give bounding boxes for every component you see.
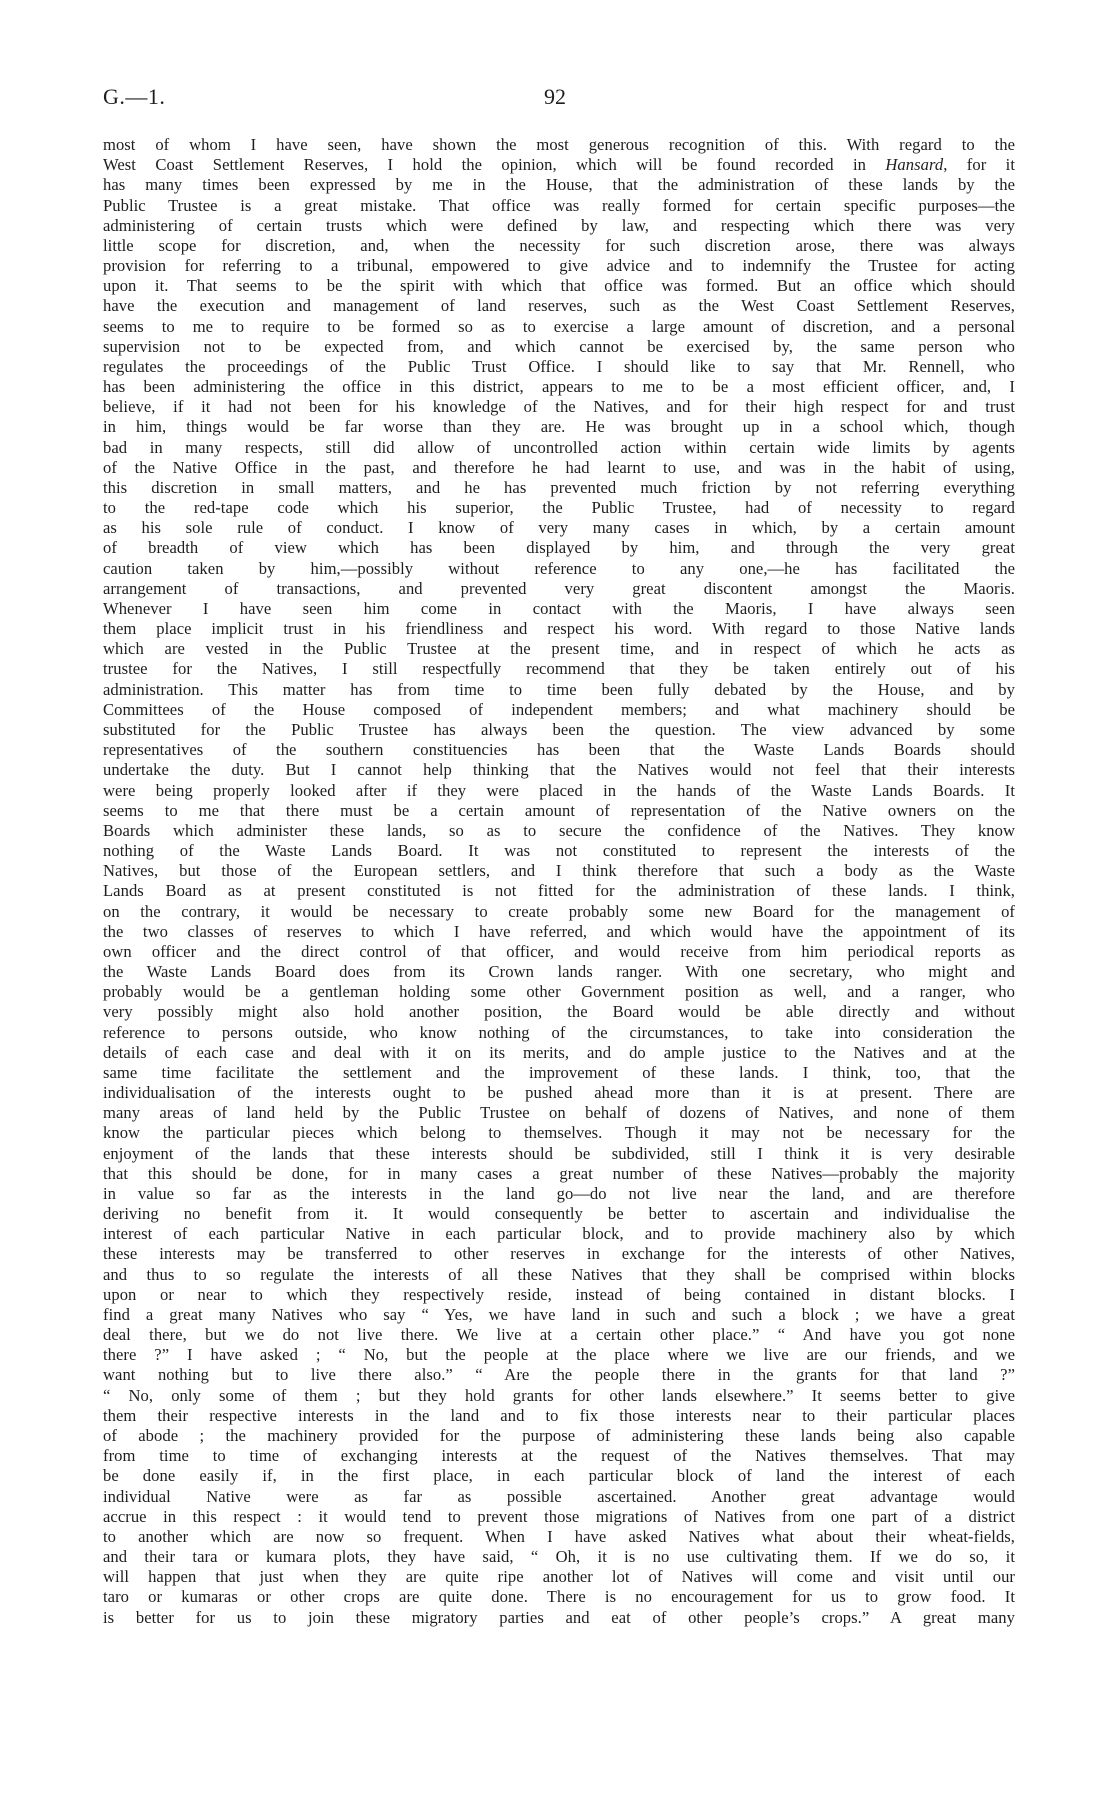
text-line: interest of each particular Native in each particular block, and to provide machinery also by which xyxy=(103,1224,1015,1244)
text-line: deriving no benefit from it. It would consequently be better to ascertain and individualise the xyxy=(103,1204,1015,1224)
text-line: Committees of the House composed of independent members; and what machinery should be xyxy=(103,699,1015,719)
text-line: will happen that just when they are quite ripe another lot of Natives will come and visit until our xyxy=(103,1567,1015,1587)
text-line: were being properly looked after if they were placed in the hands of the Waste Lands Boards. It xyxy=(103,780,1015,800)
text-line: which are vested in the Public Trustee at the present time, and in respect of which he acts as xyxy=(103,639,1015,659)
text-line: reference to persons outside, who know nothing of the circumstances, to take into consideration the xyxy=(103,1022,1015,1042)
text-line: same time facilitate the settlement and the improvement of these lands. I think, too, that the xyxy=(103,1062,1015,1082)
text-line: the Waste Lands Board does from its Crown lands ranger. With one secretary, who might and xyxy=(103,962,1015,982)
text-line: enjoyment of the lands that these interests should be subdivided, still I think it is very desirable xyxy=(103,1143,1015,1163)
text-line: them place implicit trust in his friendliness and respect his word. With regard to those Native lands xyxy=(103,619,1015,639)
text-line: representatives of the southern constituencies has been that the Waste Lands Boards should xyxy=(103,740,1015,760)
text-line: probably would be a gentleman holding some other Government position as well, and a ranger, who xyxy=(103,982,1015,1002)
text-line: regulates the proceedings of the Public Trust Office. I should like to say that Mr. Rennell, who xyxy=(103,356,1015,376)
text-line: taro or kumaras or other crops are quite done. There is no encouragement for us to grow food. It xyxy=(103,1587,1015,1607)
text-line: own officer and the direct control of that officer, and would receive from him periodical reports as xyxy=(103,941,1015,961)
text-line: be done easily if, in the first place, in each particular block of land the interest of each xyxy=(103,1466,1015,1486)
text-line: trustee for the Natives, I still respectfully recommend that they be taken entirely out of his xyxy=(103,659,1015,679)
text-line: in value so far as the interests in the land go—do not live near the land, and are therefore xyxy=(103,1183,1015,1203)
page-header xyxy=(103,84,1015,114)
text-line: of abode ; the machinery provided for the purpose of administering these lands being also capable xyxy=(103,1426,1015,1445)
text-line: the two classes of reserves to which I have referred, and which would have the appointment of its xyxy=(103,921,1015,941)
text-line: most of whom I have seen, have shown the most generous recognition of this. With regard to the xyxy=(103,135,1015,154)
text-line: undertake the duty. But I cannot help thinking that the Natives would not feel that their interests xyxy=(103,760,1015,780)
text-line: upon it. That seems to be the spirit with which that office was formed. But an office which should xyxy=(103,276,1015,296)
text-line: West Coast Settlement Reserves, I hold the opinion, which will be found recorded in Hansard, for it xyxy=(103,155,1015,175)
text-line: to the red-tape code which his superior, the Public Trustee, had of necessity to regard xyxy=(103,498,1015,518)
text-line: is better for us to join these migratory parties and eat of other people’s crops.” A great many xyxy=(103,1607,1015,1627)
italic-word: Hansard xyxy=(885,155,944,175)
text-line: them their respective interests in the land and to fix those interests near to their particular places xyxy=(103,1405,1015,1425)
body-text xyxy=(103,135,1015,1628)
text-line: Whenever I have seen him come in contact with the Maoris, I have always seen xyxy=(103,598,1015,618)
text-line: Public Trustee is a great mistake. That office was really formed for certain specific purposes—the xyxy=(103,195,1015,215)
text-line: bad in many respects, still did allow of uncontrolled action within certain wide limits by agents xyxy=(103,437,1015,457)
text-line: accrue in this respect : it would tend to prevent those migrations of Natives from one part of a district xyxy=(103,1506,1015,1526)
text-line: as his sole rule of conduct. I know of very many cases in which, by a certain amount xyxy=(103,518,1015,538)
document-reference: G.—1. xyxy=(103,84,166,109)
page-number: 92 xyxy=(544,84,566,109)
text-line: seems to me to require to be formed so as to exercise a large amount of discretion, and a personal xyxy=(103,316,1015,336)
text-line: Natives, but those of the European settlers, and I think therefore that such a body as the Waste xyxy=(103,861,1015,881)
text-line: individualisation of the interests ought to be pushed ahead more than it is at present. There are xyxy=(103,1083,1015,1103)
text-line: these interests may be transferred to other reserves in exchange for the interests of other Natives, xyxy=(103,1244,1015,1264)
text-line: details of each case and deal with it on its merits, and do ample justice to the Natives and at the xyxy=(103,1042,1015,1062)
text-line: to another which are now so frequent. When I have asked Natives what about their wheat-fields, xyxy=(103,1526,1015,1546)
text-line: little scope for discretion, and, when the necessity for such discretion arose, there was always xyxy=(103,235,1015,255)
text-line: on the contrary, it would be necessary to create probably some new Board for the management of xyxy=(103,901,1015,921)
text-line: has many times been expressed by me in the House, that the administration of these lands by the xyxy=(103,175,1015,195)
text-line: and thus to so regulate the interests of all these Natives that they shall be comprised within blocks xyxy=(103,1264,1015,1284)
text-line: this discretion in small matters, and he has prevented much friction by not referring everything xyxy=(103,477,1015,497)
text-line: seems to me that there must be a certain amount of representation of the Native owners on the xyxy=(103,800,1015,820)
text-line: nothing of the Waste Lands Board. It was not constituted to represent the interests of the xyxy=(103,841,1015,861)
text-line: “ No, only some of them ; but they hold grants for other lands elsewhere.” It seems better to give xyxy=(103,1385,1015,1405)
text-line: supervision not to be expected from, and which cannot be exercised by, the same person who xyxy=(103,336,1015,356)
text-line: know the particular pieces which belong to themselves. Though it may not be necessary for the xyxy=(103,1123,1015,1143)
text-line: very possibly might also hold another position, the Board would be able directly and without xyxy=(103,1002,1015,1022)
text-line: administering of certain trusts which were defined by law, and respecting which there was very xyxy=(103,215,1015,235)
text-line: many areas of land held by the Public Trustee on behalf of dozens of Natives, and none of them xyxy=(103,1103,1015,1123)
text-line: believe, if it had not been for his knowledge of the Natives, and for their high respect for and trust xyxy=(103,397,1015,417)
text-line: have the execution and management of land reserves, such as the West Coast Settlement Reserves, xyxy=(103,296,1015,316)
text-line: Boards which administer these lands, so as to secure the confidence of the Natives. They know xyxy=(103,820,1015,840)
text-line: Lands Board as at present constituted is not fitted for the administration of these lands. I think, xyxy=(103,881,1015,901)
text-line: caution taken by him,—possibly without reference to any one,—he has facilitated the xyxy=(103,558,1015,578)
text-line: and their tara or kumara plots, they have said, “ Oh, it is no use cultivating them. If we do so, it xyxy=(103,1547,1015,1567)
text-line: want nothing but to live there also.” “ Are the people there in the grants for that land ?” xyxy=(103,1365,1015,1385)
text-line: administration. This matter has from time to time been fully debated by the House, and by xyxy=(103,679,1015,699)
text-line: there ?” I have asked ; “ No, but the people at the place where we live are our friends, and we xyxy=(103,1345,1015,1365)
text-line: from time to time of exchanging interests at the request of the Natives themselves. That may xyxy=(103,1446,1015,1466)
text-line: arrangement of transactions, and prevented very great discontent amongst the Maoris. xyxy=(103,578,1015,598)
text-line: of breadth of view which has been displayed by him, and through the very great xyxy=(103,538,1015,558)
text-line: deal there, but we do not live there. We live at a certain other place.” “ And have you got none xyxy=(103,1325,1015,1345)
text-line: that this should be done, for in many cases a great number of these Natives—probably the majority xyxy=(103,1163,1015,1183)
text-line: individual Native were as far as possible ascertained. Another great advantage would xyxy=(103,1486,1015,1506)
text-line: of the Native Office in the past, and therefore he had learnt to use, and was in the habit of using, xyxy=(103,457,1015,477)
text-line: has been administering the office in this district, appears to me to be a most efficient officer, and, I xyxy=(103,377,1015,397)
text-line: upon or near to which they respectively reside, instead of being contained in distant blocks. I xyxy=(103,1284,1015,1304)
text-line: in him, things would be far worse than they are. He was brought up in a school which, though xyxy=(103,417,1015,437)
text-line: find a great many Natives who say “ Yes, we have land in such and such a block ; we have a great xyxy=(103,1304,1015,1324)
text-line: provision for referring to a tribunal, empowered to give advice and to indemnify the Trustee for acting xyxy=(103,256,1015,276)
text-line: substituted for the Public Trustee has always been the question. The view advanced by some xyxy=(103,719,1015,739)
